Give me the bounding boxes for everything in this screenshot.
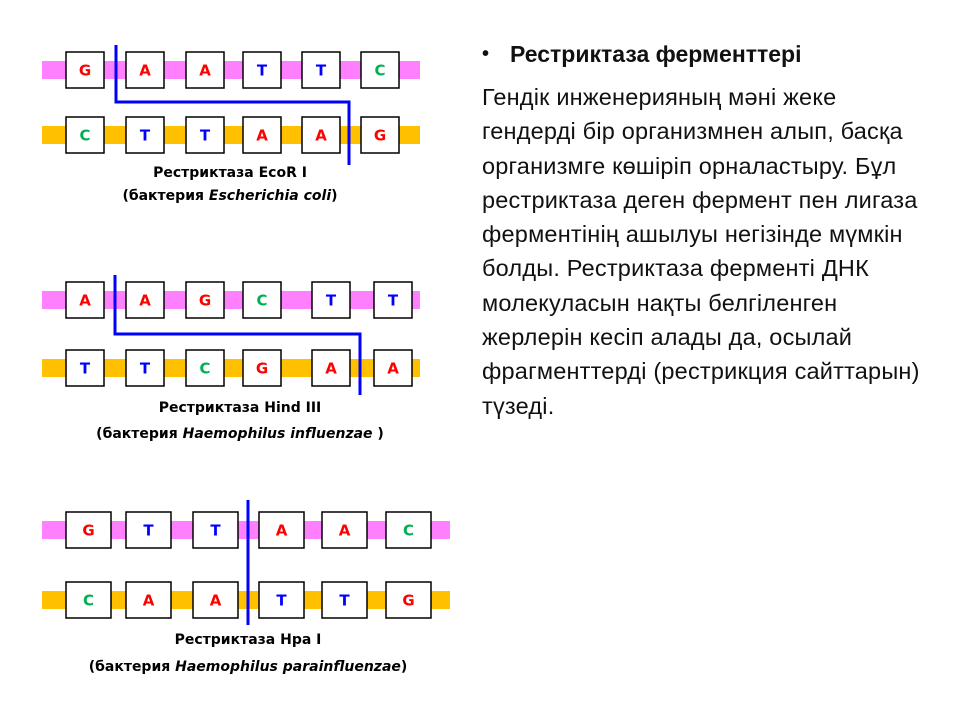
top-base-label: T (325, 291, 337, 310)
bottom-base-label: G (402, 591, 415, 610)
restriction-diagram-2 (42, 275, 420, 442)
enzyme-name: Рестриктаза Hpa I (174, 632, 322, 648)
bottom-base-label: T (339, 591, 350, 610)
bottom-base-label: T (139, 359, 151, 378)
bacteria-source: (бактерия Escherichia coli) (122, 188, 338, 204)
bottom-base-label: C (82, 591, 95, 610)
bottom-base-label: A (142, 591, 155, 610)
bacteria-source: (бактерия Haemophilus influenzae ) (96, 426, 384, 442)
bottom-base-label: A (209, 591, 222, 610)
top-base-label: A (79, 291, 91, 310)
top-base-label: C (374, 61, 386, 80)
top-base-label: T (143, 521, 154, 540)
top-base-label: A (338, 521, 351, 540)
top-base-label: T (387, 291, 399, 310)
enzyme-name: Рестриктаза Hind III (158, 400, 322, 416)
restriction-diagram-3 (42, 500, 450, 675)
bottom-base-label: A (387, 359, 399, 378)
top-base-label: A (275, 521, 288, 540)
bottom-base-label: T (276, 591, 287, 610)
bottom-base-label: T (199, 126, 211, 145)
enzyme-name: Рестриктаза EcoR I (153, 165, 307, 181)
bacteria-source: (бактерия Haemophilus parainfluenzae) (88, 659, 408, 675)
top-base-label: G (198, 291, 212, 310)
bottom-base-label: A (325, 359, 337, 378)
text-panel (470, 38, 940, 423)
bullet-icon: • (482, 43, 490, 65)
top-base-label: A (139, 291, 151, 310)
top-base-label: T (315, 61, 327, 80)
body-paragraph: Гендік инженерияның мәні жеке гендерді бір организмнен алып, басқа организмге көшіріп орналастыру. Бұл рестриктаза деген фермент пен лигаза ферментінің ашылуы негізінде мүмкін болды. Рестриктаза ферменті ДНК молекуласын нақты белгіленген жерлерін кесіп алады да, осылай фрагменттерді (рестрикция сайттарын) түзеді. (482, 84, 920, 419)
bottom-base-label: C (199, 359, 211, 378)
top-base-label: C (256, 291, 268, 310)
bottom-base-label: A (256, 126, 268, 145)
bottom-base-label: A (315, 126, 327, 145)
heading: Рестриктаза ферменттері (510, 41, 802, 67)
top-base-label: T (256, 61, 268, 80)
top-base-label: A (199, 61, 211, 80)
top-base-label: G (78, 61, 92, 80)
bottom-base-label: T (139, 126, 151, 145)
bottom-base-label: G (255, 359, 269, 378)
top-base-label: A (139, 61, 151, 80)
restriction-enzyme-diagrams (0, 0, 470, 720)
top-base-label: T (210, 521, 221, 540)
top-base-label: C (402, 521, 415, 540)
bottom-base-label: T (79, 359, 91, 378)
bottom-base-label: G (373, 126, 387, 145)
top-base-label: G (82, 521, 95, 540)
restriction-diagram-1 (42, 45, 420, 204)
heading-row (470, 38, 940, 70)
bottom-base-label: C (79, 126, 91, 145)
